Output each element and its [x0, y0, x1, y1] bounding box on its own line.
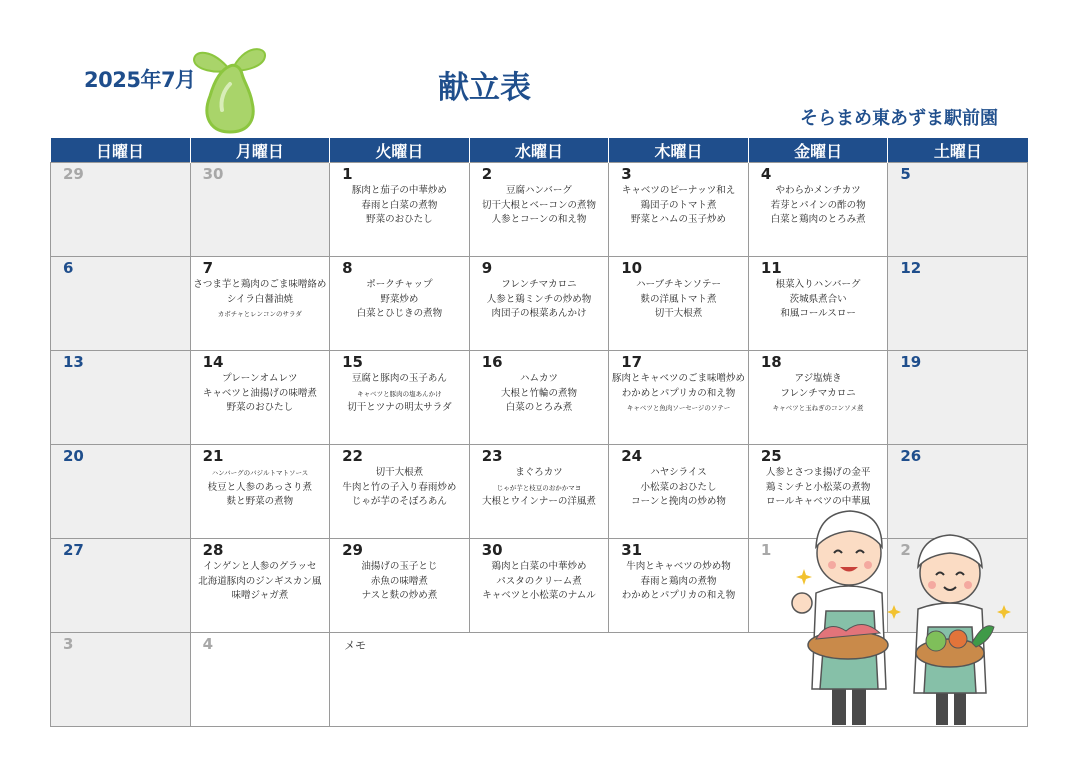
menu-item: ポークチャップ [366, 279, 433, 290]
menu-list [609, 560, 748, 604]
calendar-day-cell [888, 163, 1028, 257]
day-number: 12 [900, 259, 922, 277]
day-number: 2 [481, 165, 493, 183]
menu-list [330, 372, 469, 416]
day-number: 3 [63, 635, 74, 653]
weekday-thursday: 木曜日 [609, 138, 749, 163]
day-number: 25 [760, 447, 782, 465]
menu-item: さつま芋と鶏肉のごま味噌絡め [193, 279, 327, 290]
menu-item: 鶏ミンチと小松菜の煮物 [765, 481, 871, 493]
menu-list [330, 184, 469, 228]
calendar-day-cell [609, 257, 749, 351]
menu-item: じゃが芋と枝豆のおかかマヨ [496, 483, 582, 492]
menu-item: 豆腐ハンバーグ [506, 185, 572, 196]
day-number: 15 [342, 353, 363, 371]
day-number: 27 [63, 541, 84, 559]
calendar-day-cell [469, 257, 609, 351]
menu-list [470, 560, 609, 604]
menu-list [749, 278, 888, 322]
menu-item: 豆腐と豚肉の玉子あん [351, 373, 447, 384]
menu-item: コーンと挽肉の炒め物 [631, 496, 726, 507]
day-number: 13 [63, 353, 84, 371]
menu-item: 切干大根煮 [654, 308, 703, 319]
calendar-day-cell [190, 539, 330, 633]
menu-list [609, 466, 748, 510]
menu-item: 春雨と白菜の煮物 [361, 199, 438, 211]
day-number: 1 [342, 165, 353, 183]
menu-item: 肉団子の根菜あんかけ [491, 308, 587, 319]
week-row [51, 351, 1028, 445]
calendar-day-cell [330, 445, 470, 539]
day-number: 30 [481, 541, 503, 559]
day-number: 6 [63, 259, 74, 277]
menu-item: 大根と竹輪の煮物 [500, 387, 577, 399]
menu-item: プレーンオムレツ [222, 373, 298, 384]
menu-list [609, 184, 748, 228]
calendar-day-cell [609, 351, 749, 445]
day-number: 16 [481, 353, 503, 371]
menu-item: キャベツと玉ねぎのコンソメ煮 [772, 404, 864, 412]
menu-item: 枝豆と人参のあっさり煮 [207, 481, 313, 493]
calendar-day-cell [51, 351, 191, 445]
menu-list [191, 278, 330, 322]
menu-item: フレンチマカロニ [501, 279, 577, 290]
calendar-day-cell [748, 257, 888, 351]
menu-item: 白菜とひじきの煮物 [356, 308, 443, 319]
menu-list [749, 372, 888, 416]
weekday-monday: 月曜日 [190, 138, 330, 163]
menu-item: 野菜のおひたし [366, 214, 433, 225]
day-number: 18 [760, 353, 782, 371]
menu-item: 根菜入りハンバーグ [775, 279, 861, 290]
menu-item: じゃが芋のそぼろあん [351, 496, 447, 507]
menu-item: パスタのクリーム煮 [496, 575, 582, 587]
menu-item: 白菜と鶏肉のとろみ煮 [770, 214, 866, 225]
menu-item: アジ塩焼き [794, 373, 842, 384]
day-number: 2 [900, 541, 911, 559]
menu-item: 豚肉とキャベツのごま味噌炒め [612, 373, 746, 384]
menu-item: キャベツと小松菜のナムル [482, 590, 596, 601]
day-number: 17 [621, 353, 643, 371]
day-number: 19 [900, 353, 922, 371]
day-number: 14 [202, 353, 224, 371]
day-number: 22 [342, 447, 363, 465]
menu-item: 野菜炒め [380, 293, 419, 305]
menu-item: 白菜のとろみ煮 [505, 402, 573, 413]
menu-item: 切干大根煮 [375, 467, 424, 478]
day-number: 10 [621, 259, 643, 277]
menu-list [749, 184, 888, 228]
menu-item: キャベツと豚肉の塩あんかけ [357, 389, 442, 398]
calendar-day-cell [748, 351, 888, 445]
menu-item: 牛肉とキャベツの炒め物 [626, 561, 731, 572]
week-row [51, 163, 1028, 257]
calendar-day-cell [190, 351, 330, 445]
memo-label: メモ [344, 639, 367, 652]
menu-item: ハンバーグのバジルトマトソース [211, 469, 309, 477]
menu-list [470, 466, 609, 510]
week-row [51, 257, 1028, 351]
calendar-day-cell [330, 163, 470, 257]
day-number: 28 [202, 541, 224, 559]
menu-item: カボチャとレンコンのサラダ [217, 310, 302, 318]
menu-item: ハヤシライス [650, 467, 707, 478]
menu-item: 人参と鶏ミンチの炒め物 [486, 293, 592, 305]
menu-item: インゲンと人参のグラッセ [203, 561, 317, 572]
menu-item: 人参とさつま揚げの金平 [765, 467, 871, 478]
page-title: 献立表 [438, 70, 531, 106]
menu-item: 野菜とハムの玉子炒め [631, 214, 727, 225]
calendar-day-cell [469, 539, 609, 633]
calendar-day-cell [888, 351, 1028, 445]
calendar-day-cell [469, 351, 609, 445]
calendar-day-cell [190, 633, 330, 727]
menu-item: わかめとパプリカの和え物 [621, 387, 736, 399]
day-number: 9 [481, 259, 493, 277]
weekday-friday: 金曜日 [748, 138, 888, 163]
menu-list [330, 278, 469, 322]
weekday-sunday: 日曜日 [51, 138, 191, 163]
day-number: 5 [900, 165, 911, 183]
calendar-day-cell [469, 445, 609, 539]
menu-item: 大根とウインナーの洋風煮 [482, 496, 596, 507]
sprout-bean-icon [192, 40, 268, 134]
calendar-day-cell [51, 445, 191, 539]
day-number: 26 [900, 447, 922, 465]
menu-item: 麩の洋風トマト煮 [640, 293, 717, 305]
calendar-day-cell [609, 163, 749, 257]
calendar-day-cell [469, 163, 609, 257]
day-number: 21 [202, 447, 224, 465]
menu-item: わかめとパプリカの和え物 [621, 590, 736, 601]
menu-item: キャベツと油揚げの味噌煮 [202, 387, 317, 399]
menu-item: 豚肉と茄子の中華炒め [351, 185, 447, 196]
menu-item: 北海道豚肉のジンギスカン風 [198, 575, 322, 587]
menu-list [191, 466, 330, 510]
menu-list [470, 372, 609, 416]
day-number: 7 [202, 259, 213, 277]
menu-item: 切干大根とベーコンの煮物 [481, 199, 596, 211]
calendar-day-cell [330, 539, 470, 633]
menu-list [470, 184, 609, 228]
day-number: 29 [63, 165, 84, 183]
day-number: 24 [621, 447, 643, 465]
calendar-day-cell [330, 351, 470, 445]
menu-item: 鶏肉と白菜の中華炒め [491, 561, 587, 572]
menu-list [330, 466, 469, 510]
menu-item: 油揚げの玉子とじ [361, 561, 438, 572]
menu-item: 赤魚の味噌煮 [370, 575, 428, 587]
menu-item: 切干とツナの明太サラダ [347, 402, 452, 413]
menu-item: 牛肉と竹の子入り春雨炒め [342, 481, 457, 493]
menu-list [191, 372, 330, 416]
calendar-day-cell [51, 539, 191, 633]
weekday-saturday: 土曜日 [888, 138, 1028, 163]
menu-list [330, 560, 469, 604]
menu-item: ナスと麩の炒め煮 [361, 590, 438, 601]
calendar-day-cell [51, 163, 191, 257]
menu-item: キャベツと魚肉ソーセージのソテー [626, 404, 731, 412]
calendar-day-cell [190, 257, 330, 351]
day-number: 8 [342, 259, 353, 277]
menu-item: ロールキャベツの中華風 [765, 496, 871, 507]
day-number: 3 [621, 165, 632, 183]
menu-list [609, 278, 748, 322]
calendar-day-cell [609, 539, 749, 633]
two-cooks-illustration [786, 493, 1016, 733]
menu-item: 和風コールスロー [780, 308, 856, 319]
menu-item: 春雨と鶏肉の煮物 [640, 575, 717, 587]
menu-item: キャベツのピーナッツ和え [621, 185, 736, 196]
menu-list [609, 372, 748, 416]
menu-list [470, 278, 609, 322]
calendar-month: 2025年7月 [84, 68, 196, 92]
weekday-header-row [51, 138, 1028, 163]
menu-item: ハーブチキンソテー [636, 279, 721, 290]
menu-item: やわらかメンチカツ [775, 185, 861, 196]
day-number: 4 [202, 635, 213, 653]
calendar-day-cell [51, 257, 191, 351]
calendar-day-cell [190, 445, 330, 539]
menu-item: まぐろカツ [515, 467, 563, 478]
day-number: 4 [760, 165, 772, 183]
day-number: 31 [621, 541, 643, 559]
menu-item: 野菜のおひたし [226, 402, 294, 413]
menu-item: フレンチマカロニ [780, 387, 856, 399]
day-number: 1 [760, 541, 772, 559]
school-name: そらまめ東あずま駅前園 [800, 108, 998, 129]
calendar-day-cell [190, 163, 330, 257]
day-number: 29 [342, 541, 363, 559]
calendar-day-cell [330, 257, 470, 351]
menu-list [191, 560, 330, 604]
menu-item: 鶏団子のトマト煮 [640, 199, 717, 211]
calendar-day-cell [748, 163, 888, 257]
menu-item: ハムカツ [519, 373, 558, 384]
menu-item: 小松菜のおひたし [640, 481, 717, 493]
day-number: 30 [202, 165, 224, 183]
day-number: 23 [481, 447, 503, 465]
calendar-day-cell [609, 445, 749, 539]
menu-item: 若芽とパインの酢の物 [770, 199, 866, 211]
menu-item: シイラ白醤油焼 [226, 293, 293, 305]
calendar-day-cell [888, 257, 1028, 351]
menu-item: 人参とコーンの和え物 [491, 214, 587, 225]
day-number: 11 [760, 259, 782, 277]
calendar-day-cell [51, 633, 191, 727]
menu-item: 麩と野菜の煮物 [226, 496, 294, 507]
menu-item: 味噌ジャガ煮 [231, 590, 289, 601]
menu-item: 茨城県煮合い [789, 293, 847, 305]
weekday-tuesday: 火曜日 [330, 138, 470, 163]
weekday-wednesday: 水曜日 [469, 138, 609, 163]
day-number: 20 [63, 447, 84, 465]
